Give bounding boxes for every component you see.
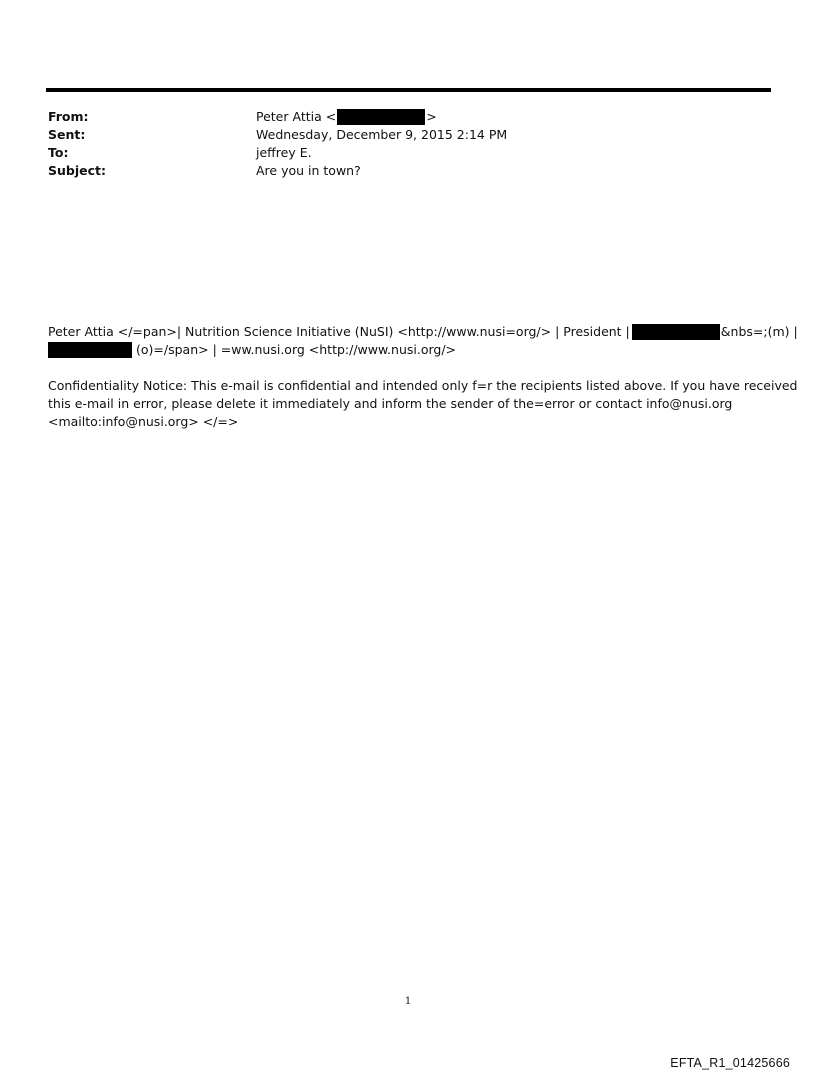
to-value: jeffrey E.: [256, 145, 312, 160]
signature-text-3: (o)=/span> | =ww.nusi.org <http://www.nusi.org/>: [136, 342, 457, 357]
from-value: [256, 108, 437, 126]
from-label: From:: [48, 109, 89, 124]
to-label: To:: [48, 145, 69, 160]
confidentiality-line-2: this e-mail in error, please delete it immediately and inform the sender of the=error or contact info@nusi.org: [48, 396, 733, 411]
redacted-phone-mobile: [632, 324, 720, 340]
from-name: Peter Attia <: [256, 109, 337, 124]
signature-line-2: [48, 341, 774, 359]
redacted-email-block: [337, 109, 425, 125]
signature-line-1: [48, 323, 798, 341]
from-row: [48, 108, 768, 126]
confidentiality-line-3: <mailto:info@nusi.org> </=>: [48, 414, 239, 429]
sent-value: Wednesday, December 9, 2015 2:14 PM: [256, 127, 508, 142]
page-number: 1: [404, 996, 412, 1007]
subject-label: Subject:: [48, 163, 106, 178]
email-header: [48, 108, 768, 180]
subject-row: [48, 162, 768, 180]
signature-text-2: &nbs=;(m) |: [720, 324, 798, 339]
email-signature: [48, 323, 798, 359]
confidentiality-line-1: Confidentiality Notice: This e-mail is confidential and intended only f=r the recipients listed above. If you have received: [48, 378, 798, 393]
sent-label: Sent:: [48, 127, 86, 142]
confidentiality-notice: [48, 377, 798, 431]
subject-value: Are you in town?: [256, 163, 361, 178]
from-suffix: >: [426, 109, 437, 124]
header-divider: [46, 88, 771, 92]
document-id: EFTA_R1_01425666: [670, 1056, 790, 1070]
to-row: [48, 144, 768, 162]
redacted-phone-office: [48, 342, 132, 358]
signature-text-1: Peter Attia </=pan>| Nutrition Science Initiative (NuSI) <http://www.nusi=org/> | President |: [48, 324, 630, 339]
sent-row: [48, 126, 768, 144]
